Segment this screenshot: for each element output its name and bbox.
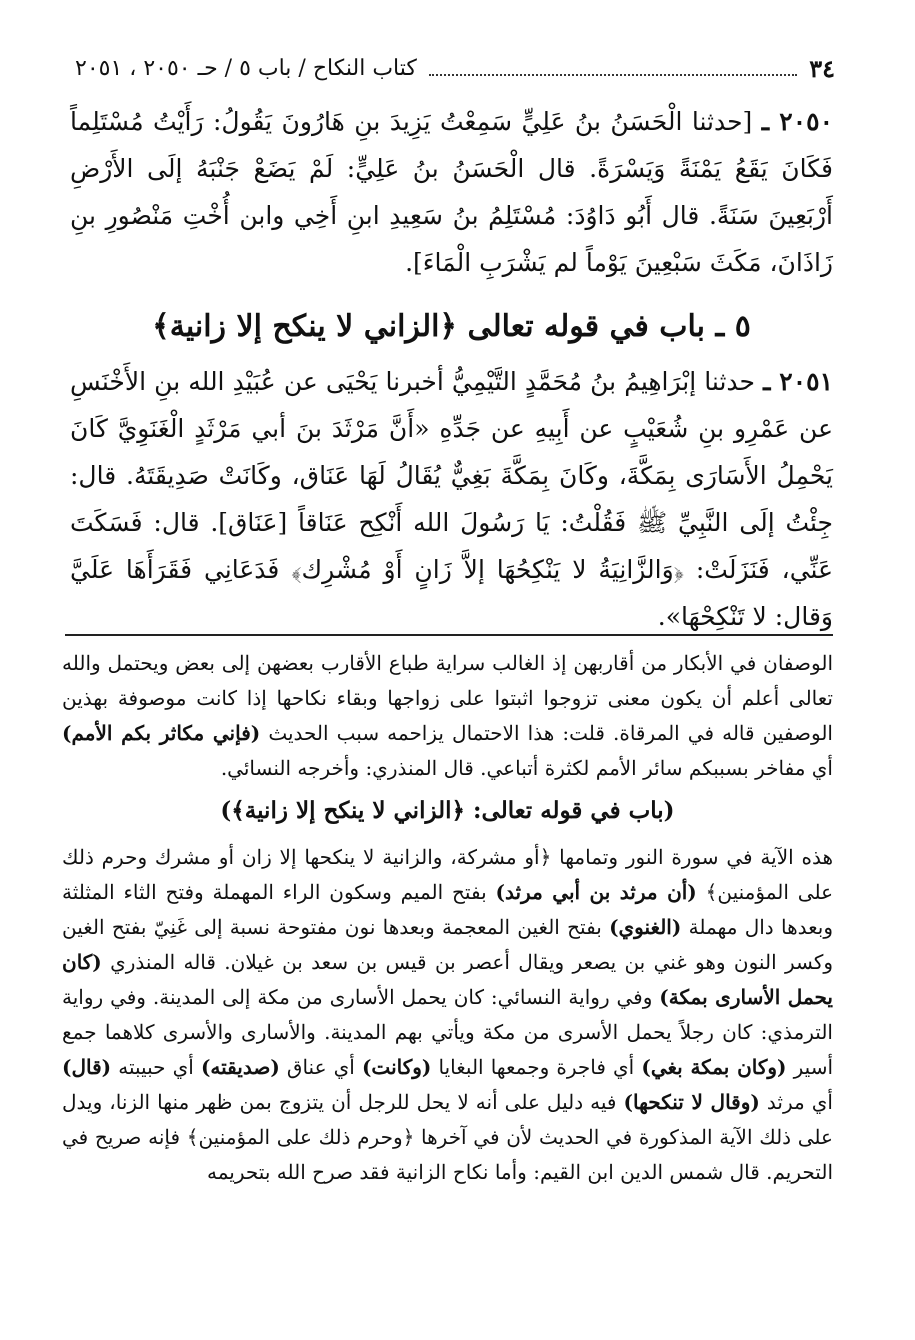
commentary-bold: (وكانت) bbox=[361, 1055, 432, 1079]
commentary-bold: (كان يحمل الأسارى بمكة) bbox=[62, 950, 833, 1009]
commentary-text: فيه دليل على أنه لا يحل للرجل أن يتزوج بمن ظهر منها الزنا، ويدل على ذلك الآية المذكورة في الحديث لأن في آخرها ﴿وحرم ذلك على المؤمنين﴾ فإنه صريح في التحريم. قال شمس الدين ابن القيم: وأما نكاح الزانية فقد صرح الله بتحريمه bbox=[62, 1090, 833, 1184]
hadith-text: حدثنا إبْرَاهِيمُ بنُ مُحَمَّدٍ التَّيْمِيُّ أخبرنا يَحْيَى عن عُبَيْدِ الله بنِ الأَخْنَسِ عن عَمْرِو بنِ شُعَيْبٍ عن أَبِيهِ عن جَدِّهِ «أَنَّ مَرْثَدَ بنَ أبي مَرْثَدٍ الْغَنَوِيَّ كَانَ يَحْمِلُ الأَسَارَى بِمَكَّةَ، وكَانَ بِمَكَّةَ بَغِيٌّ يُقَالُ لَهَا عَنَاق، وكَانَتْ صَدِيقَتَهُ. قال: جِئْتُ إلَى النَّبِيِّ ﷺ فَقُلْتُ: يَا رَسُولَ الله أَنْكِح عَنَاقاً [عَنَاق]. قال: فَسَكَتَ عَنِّي، فَنَزَلَتْ: ﴿وَالزَّانِيَةُ لا يَنْكِحُهَا إلاَّ زَانٍ أَوْ مُشْرِك﴾ فَدَعَانِي فَقَرَأَهَا عَلَيَّ وَقال: لا تَنْكِحْهَا». bbox=[70, 367, 833, 631]
commentary-text: أي حبيبته bbox=[118, 1055, 194, 1079]
hadith-2051 bbox=[70, 358, 833, 640]
commentary-paragraph bbox=[62, 840, 833, 1190]
commentary-bold: (فإني مكاثر بكم الأمم) bbox=[62, 721, 261, 745]
commentary-text: بفتح الميم وسكون الراء المهملة وفتح الثاء المثلثة وبعدها دال مهملة bbox=[62, 880, 833, 939]
commentary-bold: (وكان بمكة بغي) bbox=[641, 1055, 787, 1079]
chapter-heading: ٥ ـ باب في قوله تعالى ﴿الزاني لا ينكح إلا زانية﴾ bbox=[152, 309, 751, 344]
commentary-text: وفي رواية النسائي: كان يحمل الأسارى من مكة إلى المدينة. وفي رواية الترمذي: كان رجلاً يحمل الأسرى من مكة ويأتي بهم المدينة. والأسارى والأسرى كلاهما جمع أسير bbox=[62, 985, 834, 1079]
commentary-bold: (وقال لا تنكحها) bbox=[623, 1090, 760, 1114]
commentary bbox=[62, 646, 833, 1190]
commentary-text: أي فاجرة وجمعها البغايا bbox=[438, 1055, 635, 1079]
commentary-text: بفتح الغين المعجمة وبعدها نون مفتوحة نسبة إلى غَنِيّ بفتح الغين وكسر النون وهو غني بن يصعر ويقال أعصر بن قيس بن سعد بن غيلان. قاله المنذري bbox=[62, 915, 833, 974]
commentary-text: الوصفان في الأبكار من أقاربهن إذ الغالب سراية طباع الأقارب بعضهن إلى بعض ويحتمل والله تعالى أعلم أن يكون معنى تزوجوا اثبتوا على زواجها وبقاء نكاحها إذا كانت موصوفة بهذين الوصفين قاله في المرقاة. قلت: هذا الاحتمال يزاحمه سبب الحديث bbox=[62, 651, 833, 745]
page-header bbox=[75, 48, 835, 88]
commentary-bold: (قال) bbox=[62, 1055, 112, 1079]
commentary-text: أي مرثد bbox=[766, 1090, 833, 1114]
commentary-bold: (صديقته) bbox=[200, 1055, 280, 1079]
commentary-bold: (أن مرثد بن أبي مرثد) bbox=[495, 880, 697, 904]
commentary-heading: (باب في قوله تعالى: ﴿الزاني لا ينكح إلا زانية﴾) bbox=[220, 797, 675, 824]
hadith-number: ٢٠٥٠ ـ bbox=[761, 107, 833, 136]
commentary-bold: (الغنوي) bbox=[609, 915, 682, 939]
commentary-text: هذه الآية في سورة النور وتمامها ﴿أو مشركة، والزانية لا ينكحها إلا زان أو مشرك وحرم ذلك على المؤمنين﴾ bbox=[62, 845, 834, 904]
footnote-divider bbox=[65, 634, 833, 636]
commentary-paragraph bbox=[62, 646, 833, 786]
hadith-text: [حدثنا الْحَسَنُ بنُ عَلِيٍّ سَمِعْتُ يَزِيدَ بنِ هَارُونَ يَقُولُ: رَأَيْتُ مُسْتَلِماً فَكَانَ يَقَعُ يَمْنَةً وَيَسْرَةً. قال الْحَسَنُ بنُ عَلِيٍّ: لَمْ يَضَعْ جَنْبَهُ إلَى الأَرْضِ أَرْبَعِينَ سَنَةً. قال أَبُو دَاوُدَ: مُسْتَلِمُ بنُ سَعِيدِ ابنِ أَخِي وابن أُخْتِ مَنْصُورِ بنِ زَاذَانَ، مَكَثَ سَبْعِينَ يَوْماً لم يَشْرَبِ الْمَاءَ]. bbox=[70, 107, 833, 277]
running-title: كتاب النكاح / باب ٥ / حـ ٢٠٥٠ ، ٢٠٥١ bbox=[75, 55, 417, 81]
commentary-text: أي مفاخر بسببكم سائر الأمم لكثرة أتباعي. قال المنذري: وأخرجه النسائي. bbox=[220, 756, 833, 780]
hadith-2050 bbox=[70, 98, 833, 286]
commentary-text: أي عناق bbox=[286, 1055, 355, 1079]
page-number: ٣٤ bbox=[809, 53, 835, 83]
main-text bbox=[70, 98, 833, 640]
hadith-number: ٢٠٥١ ـ bbox=[763, 367, 834, 396]
header-dotted-leader bbox=[429, 60, 797, 76]
